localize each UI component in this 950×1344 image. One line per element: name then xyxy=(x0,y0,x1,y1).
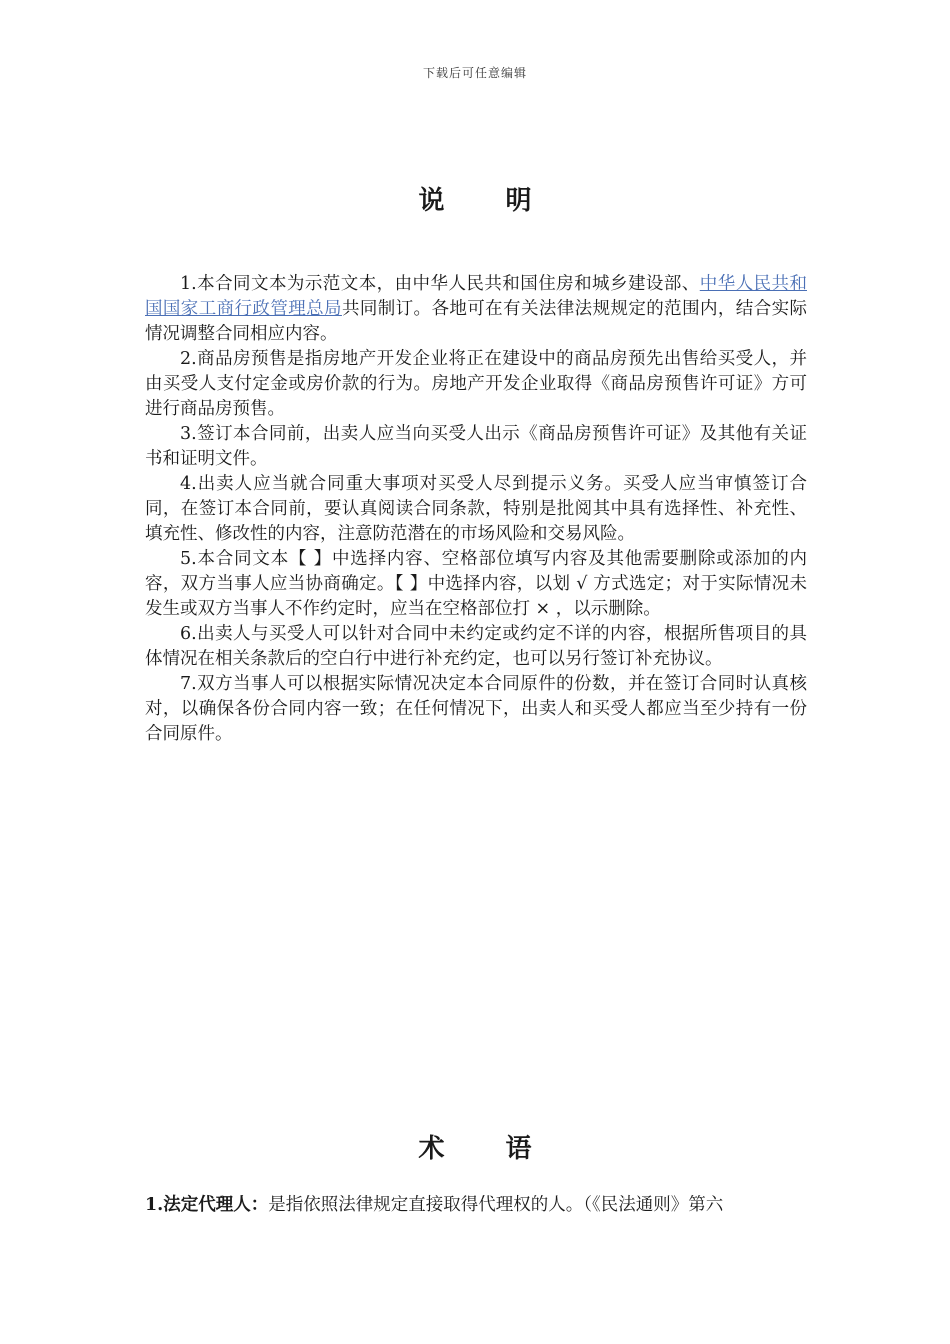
explanation-paragraph-2: 2.商品房预售是指房地产开发企业将正在建设中的商品房预先出售给买受人，并由买受人支付定金或房价款的行为。房地产开发企业取得《商品房预售许可证》方可进行商品房预售。 xyxy=(145,349,807,419)
term-item xyxy=(145,1193,807,1218)
paragraph-1-text-before: 1.本合同文本为示范文本，由中华人民共和国住房和城乡建设部、 xyxy=(180,274,700,294)
explanation-paragraph-5: 5.本合同文本【 】中选择内容、空格部位填写内容及其他需要删除或添加的内容，双方当事人应当协商确定。【 】中选择内容，以划 √ 方式选定；对于实际情况未发生或双方当事人不作约定时，应当在空格部位打 × ，以示删除。 xyxy=(145,549,807,619)
explanation-paragraph-1 xyxy=(145,272,807,347)
explanation-body xyxy=(145,272,807,747)
term-name: 1.法定代理人： xyxy=(145,1195,269,1215)
explanation-paragraph-7: 7.双方当事人可以根据实际情况决定本合同原件的份数，并在签订合同时认真核对，以确保各份合同内容一致；在任何情况下，出卖人和买受人都应当至少持有一份合同原件。 xyxy=(145,674,807,744)
explanation-paragraph-3: 3.签订本合同前，出卖人应当向买受人出示《商品房预售许可证》及其他有关证书和证明文件。 xyxy=(145,424,807,469)
terms-title: 术 语 xyxy=(418,1134,558,1164)
page-header-note: 下载后可任意编辑 xyxy=(422,66,527,80)
explanation-paragraph-6: 6.出卖人与买受人可以针对合同中未约定或约定不详的内容，根据所售项目的具体情况在相关条款后的空白行中进行补充约定，也可以另行签订补充协议。 xyxy=(145,624,807,669)
ministry-link[interactable]: 中华人民共和国国家工商行政管理总局 xyxy=(145,274,807,319)
term-definition: 是指依照法律规定直接取得代理权的人。（《民法通则》第六 xyxy=(268,1195,724,1215)
explanation-title: 说 明 xyxy=(418,186,558,216)
paragraph-1-text-after: 共同制订。各地可在有关法律法规规定的范围内，结合实际情况调整合同相应内容。 xyxy=(145,299,808,344)
explanation-paragraph-4: 4.出卖人应当就合同重大事项对买受人尽到提示义务。买受人应当审慎签订合同，在签订本合同前，要认真阅读合同条款，特别是批阅其中具有选择性、补充性、填充性、修改性的内容，注意防范潜在的市场风险和交易风险。 xyxy=(145,474,807,544)
